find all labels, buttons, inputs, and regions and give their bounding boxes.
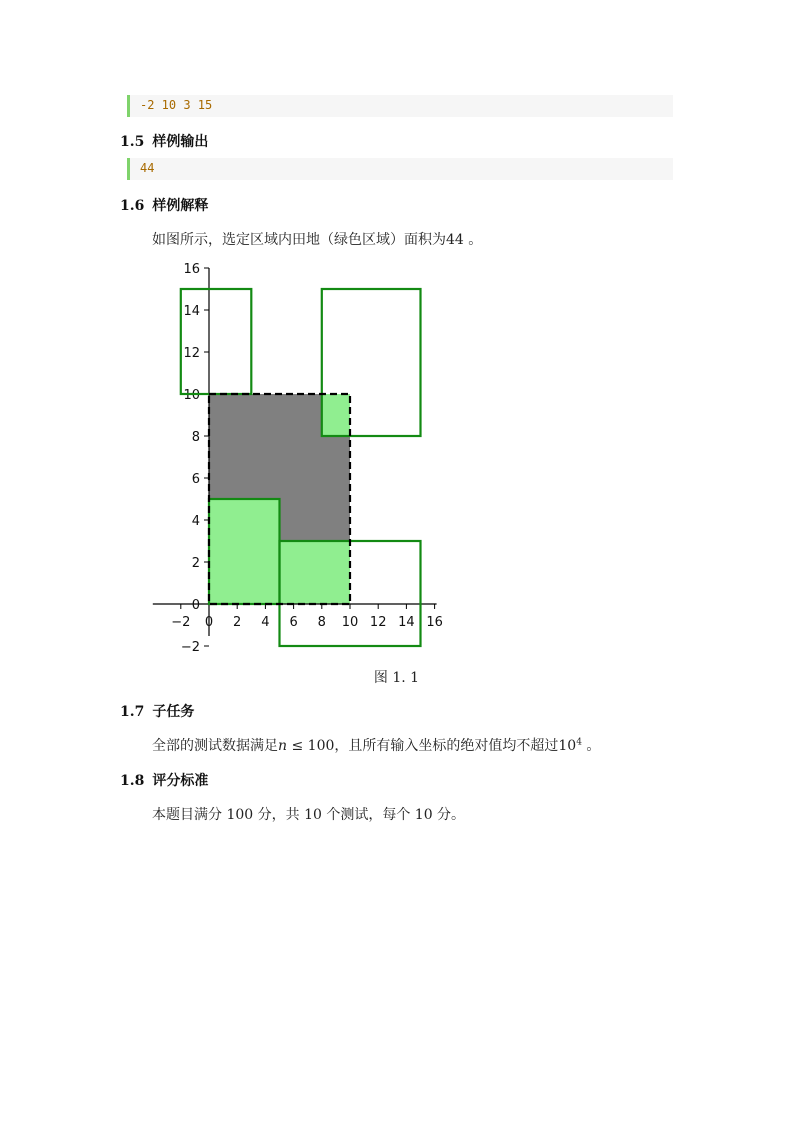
section-number: 1.8 xyxy=(120,773,145,789)
section-heading-1-8 xyxy=(120,770,208,790)
explanation-paragraph xyxy=(152,229,482,249)
x-tick-label: 4 xyxy=(261,615,270,630)
sample-output-code: 44 xyxy=(140,161,155,175)
field-intersection-2 xyxy=(322,394,350,436)
y-tick-label: 6 xyxy=(191,472,200,487)
section-heading-1-7 xyxy=(120,701,194,721)
x-tick-label: −2 xyxy=(171,615,191,630)
section-number: 1.7 xyxy=(120,704,145,720)
section-heading-1-6 xyxy=(120,195,208,215)
x-tick-label: 2 xyxy=(233,615,242,630)
y-tick-label: 4 xyxy=(191,514,200,529)
x-tick-label: 12 xyxy=(369,615,387,630)
x-tick-label: 6 xyxy=(289,615,298,630)
sample-input-box xyxy=(127,95,673,117)
y-tick-label: 8 xyxy=(191,430,200,445)
x-tick-label: 16 xyxy=(426,615,443,630)
sample-input-code: -2 10 3 15 xyxy=(140,98,213,112)
x-tick-label: 10 xyxy=(341,615,359,630)
section-title: 样例输出 xyxy=(152,134,209,150)
subtask-text-mid: ，且所有输入坐标的绝对值均不超过 xyxy=(334,738,559,754)
subtask-bound: ≤ 100 xyxy=(291,738,335,754)
field-intersection-4 xyxy=(280,541,351,604)
scoring-paragraph: 本题目满分 100 分，共 10 个测试，每个 10 分。 xyxy=(152,807,466,823)
figure-caption: 图 1. 1 xyxy=(373,670,420,686)
rectangle-figure xyxy=(110,255,680,665)
y-tick-label: −2 xyxy=(180,640,200,655)
y-tick-label: 14 xyxy=(183,304,200,319)
section-number: 1.5 xyxy=(120,134,145,150)
sample-output-box xyxy=(127,158,673,180)
y-tick-label: 10 xyxy=(183,388,200,403)
y-tick-label: 2 xyxy=(191,556,200,571)
x-tick-label: 0 xyxy=(204,615,214,630)
subtask-base: 10 xyxy=(558,738,577,754)
y-tick-label: 12 xyxy=(183,346,200,361)
explanation-text: 如图所示，选定区域内田地（绿色区域）面积为 xyxy=(152,232,446,248)
explanation-value: 44 xyxy=(446,232,464,248)
subtask-period: 。 xyxy=(586,738,601,754)
subtask-text: 全部的测试数据满足 xyxy=(152,738,278,754)
explanation-period: 。 xyxy=(468,232,483,248)
y-tick-label: 0 xyxy=(191,598,200,613)
subtask-var: n xyxy=(278,738,288,754)
section-title: 评分标准 xyxy=(152,773,209,789)
section-number: 1.6 xyxy=(120,198,145,214)
section-title: 子任务 xyxy=(152,704,195,720)
field-intersection-3 xyxy=(209,499,280,604)
x-tick-label: 14 xyxy=(398,615,415,630)
section-heading-1-5 xyxy=(120,131,208,151)
section-title: 样例解释 xyxy=(152,198,209,214)
subtask-paragraph xyxy=(152,735,600,755)
subtask-exponent: 4 xyxy=(576,737,582,748)
y-tick-label: 16 xyxy=(183,262,200,277)
x-tick-label: 8 xyxy=(317,615,326,630)
